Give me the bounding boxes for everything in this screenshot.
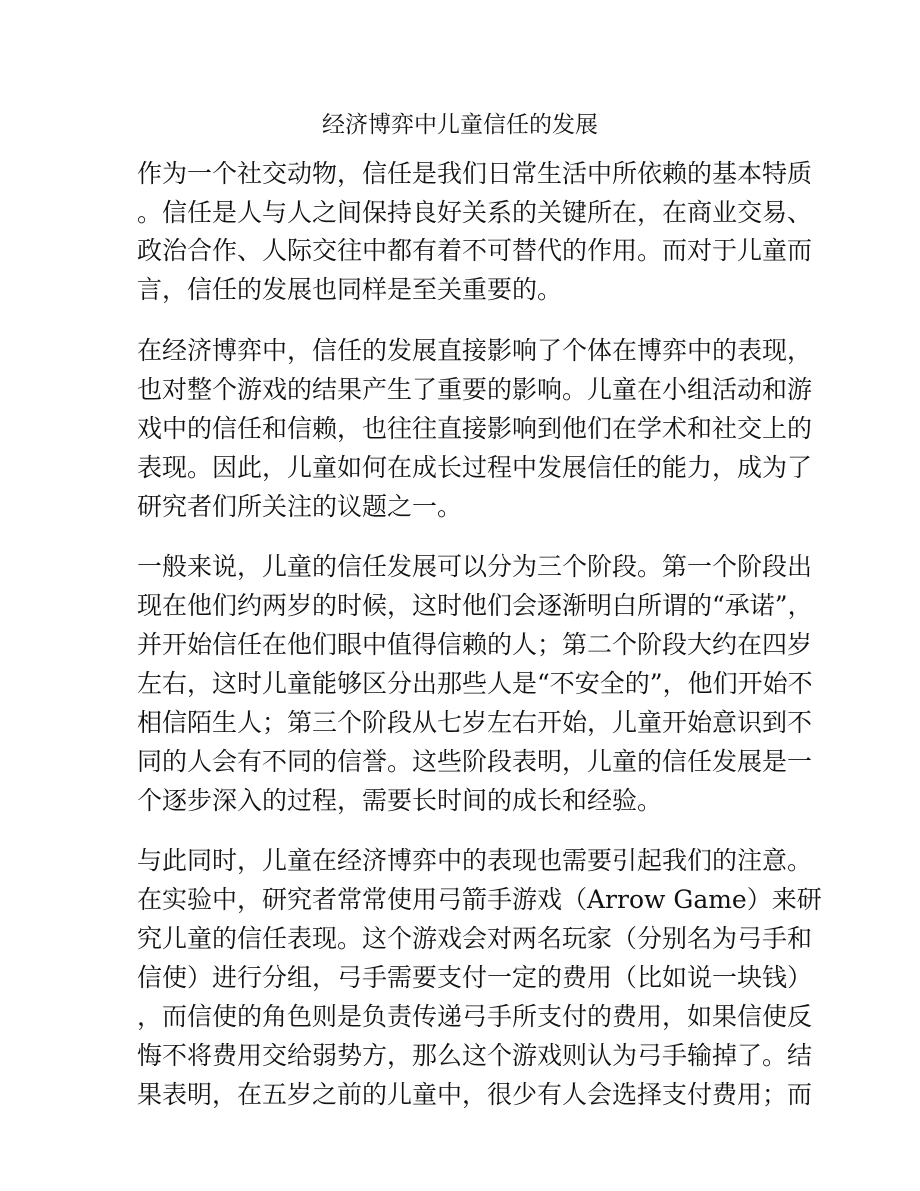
paragraph-line: 言，信任的发展也同样是至关重要的。 [137,275,563,304]
paragraph-line: 。信任是人与人之间保持良好关系的关键所在，在商业交易、 [137,198,813,227]
paragraph-line: 一般来说，儿童的信任发展可以分为三个阶段。第一个阶段出 [137,552,813,581]
paragraph-line: 在实验中，研究者常常使用弓箭手游戏（Arrow Game）来研 [137,885,822,914]
paragraph-line: 相信陌生人；第三个阶段从七岁左右开始，儿童开始意识到不 [137,708,813,737]
paragraph-line: 研究者们所关注的议题之一。 [137,492,463,521]
paragraph-line: 究儿童的信任表现。这个游戏会对两名玩家（分别名为弓手和 [137,924,813,953]
paragraph-line: 信使）进行分组，弓手需要支付一定的费用（比如说一块钱） [137,963,813,992]
paragraph-line: 同的人会有不同的信誉。这些阶段表明，儿童的信任发展是一 [137,747,813,776]
paragraph-line: 左右，这时儿童能够区分出那些人是“不安全的”，他们开始不 [137,669,813,698]
document-title: 经济博弈中儿童信任的发展 [322,112,598,138]
paragraph-line: 果表明，在五岁之前的儿童中，很少有人会选择支付费用；而 [137,1080,813,1109]
paragraph-line: 政治合作、人际交往中都有着不可替代的作用。而对于儿童而 [137,236,813,265]
paragraph-line: 表现。因此，儿童如何在成长过程中发展信任的能力，成为了 [137,453,813,482]
paragraph-line: 个逐步深入的过程，需要长时间的成长和经验。 [137,786,663,815]
paragraph-line: 作为一个社交动物，信任是我们日常生活中所依赖的基本特质 [137,159,813,188]
paragraph-line: 戏中的信任和信赖，也往往直接影响到他们在学术和社交上的 [137,414,813,443]
paragraph-line: 并开始信任在他们眼中值得信赖的人；第二个阶段大约在四岁 [137,630,813,659]
paragraph-line: 与此同时，儿童在经济博弈中的表现也需要引起我们的注意。 [137,846,813,875]
paragraph-line: 在经济博弈中，信任的发展直接影响了个体在博弈中的表现， [137,336,813,365]
paragraph-line: ，而信使的角色则是负责传递弓手所支付的费用，如果信使反 [137,1002,813,1031]
paragraph-line: 悔不将费用交给弱势方，那么这个游戏则认为弓手输掉了。结 [137,1041,813,1070]
paragraph-line: 现在他们约两岁的时候，这时他们会逐渐明白所谓的“承诺”， [137,591,813,620]
paragraph-line: 也对整个游戏的结果产生了重要的影响。儿童在小组活动和游 [137,375,813,404]
